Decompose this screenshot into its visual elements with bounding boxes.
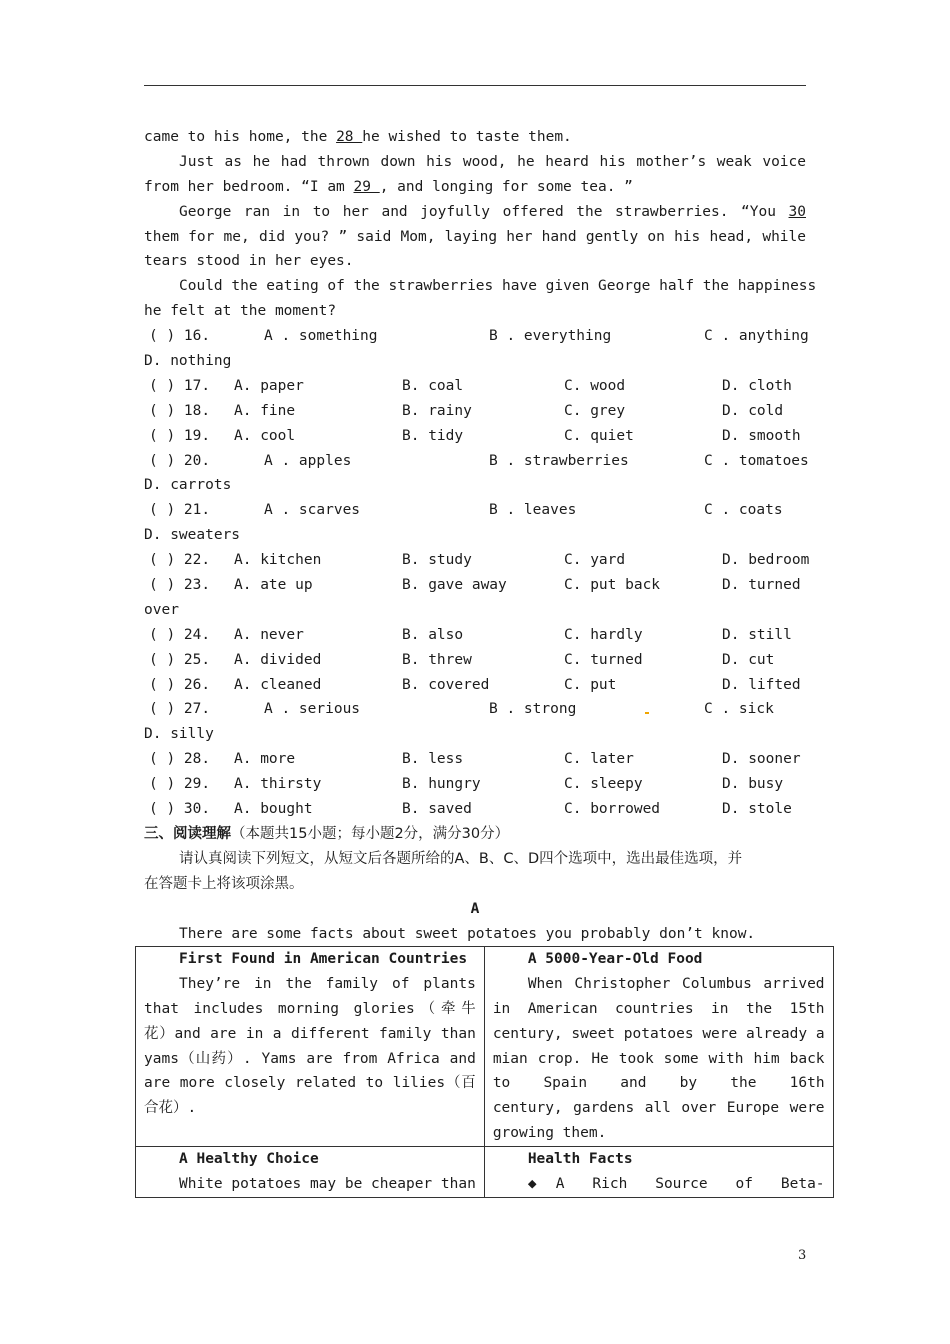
option-c[interactable]: C . anything — [704, 328, 809, 345]
option-b[interactable]: B. covered — [402, 676, 490, 693]
option-b[interactable]: B. rainy — [402, 402, 472, 419]
option-c[interactable]: C. yard — [564, 552, 626, 569]
question-number: ( ) 16. — [149, 328, 211, 345]
option-b[interactable]: B . everything — [489, 328, 612, 345]
option-d[interactable]: D. cut — [722, 651, 775, 668]
passage-line: them for me, did you? ” said Mom, laying her hand gently on his head, while — [144, 228, 806, 245]
option-d[interactable]: D. sooner — [722, 751, 801, 768]
option-a[interactable]: A . something — [264, 328, 378, 345]
option-c[interactable]: C . tomatoes — [704, 452, 809, 469]
option-a[interactable]: A. bought — [234, 801, 313, 818]
cell-line: growing them. — [492, 1125, 607, 1142]
blank-30: 30 — [788, 203, 806, 220]
option-d[interactable]: D. turned — [722, 577, 801, 594]
option-a[interactable]: A. thirsty — [234, 776, 322, 793]
passage-line: came to his home, the 28 he wished to taste them. — [144, 129, 572, 145]
option-a[interactable]: A. never — [234, 626, 304, 643]
question-number: ( ) 19. — [149, 427, 211, 444]
question-row — [144, 498, 806, 523]
question-row — [144, 697, 806, 722]
facts-table — [135, 946, 834, 1198]
question-row — [144, 399, 806, 424]
page-number: 3 — [798, 1248, 807, 1263]
option-d[interactable]: D. sweaters — [144, 527, 241, 544]
cell-body — [144, 972, 476, 1121]
cell-line: mian crop. He took some with him back — [492, 1050, 825, 1067]
option-c[interactable]: C. put back — [564, 577, 661, 594]
option-a[interactable]: A. ate up — [234, 577, 313, 594]
option-b[interactable]: B. gave away — [402, 577, 507, 594]
section-heading: 三、阅读理解（本题共15小题；每小题2分，满分30分） — [144, 825, 510, 842]
question-row-wrap — [144, 349, 806, 374]
question-number: ( ) 28. — [149, 751, 211, 768]
question-row — [144, 772, 806, 797]
cell-line: to Spain and by the 16th — [492, 1075, 825, 1092]
option-c[interactable]: C. sleepy — [564, 776, 643, 793]
option-a[interactable]: A . serious — [264, 701, 361, 718]
question-row-wrap — [144, 722, 806, 747]
option-a[interactable]: A. kitchen — [234, 552, 322, 569]
option-b[interactable]: B. coal — [402, 377, 464, 394]
option-a[interactable]: A. divided — [234, 651, 322, 668]
cell-title: Health Facts — [527, 1151, 633, 1168]
option-c[interactable]: C. borrowed — [564, 801, 661, 818]
option-b[interactable]: B. saved — [402, 801, 472, 818]
cell-line: They’re in the family of plants — [179, 975, 476, 992]
cell-health-facts — [484, 1147, 833, 1198]
question-row — [144, 324, 809, 349]
option-a[interactable]: A . scarves — [264, 502, 361, 519]
passage-intro: There are some facts about sweet potatoes you probably don’t know. — [179, 925, 756, 942]
question-number: ( ) 25. — [149, 651, 211, 668]
question-number: ( ) 18. — [149, 402, 211, 419]
question-row-wrap — [144, 523, 806, 548]
cell-title: First Found in American Countries — [179, 951, 468, 967]
option-d[interactable]: D. carrots — [144, 477, 232, 494]
passage-line: Could the eating of the strawberries have given George half the happiness — [179, 278, 817, 295]
option-d[interactable]: D. nothing — [144, 353, 232, 370]
option-d[interactable]: D. stole — [722, 801, 792, 818]
cell-line: 合花）. — [144, 1100, 197, 1117]
option-b[interactable]: B. less — [402, 751, 464, 768]
option-d[interactable]: D. cold — [722, 402, 784, 419]
question-row — [144, 424, 806, 449]
question-row-wrap — [144, 473, 806, 498]
question-number: ( ) 27. — [149, 701, 211, 718]
cell-line: White potatoes may be cheaper than — [179, 1176, 476, 1193]
option-b[interactable]: B . leaves — [489, 502, 577, 519]
option-a[interactable]: A . apples — [264, 452, 352, 469]
cell-line: ◆A Rich Source of Beta- — [527, 1176, 825, 1193]
passage-line: tears stood in her eyes. — [144, 253, 354, 270]
option-d[interactable]: D. busy — [722, 776, 784, 793]
option-d[interactable]: D. still — [722, 626, 792, 643]
question-number: ( ) 24. — [149, 626, 211, 643]
blank-29: 29 — [353, 178, 380, 195]
document-body — [144, 125, 817, 946]
option-d[interactable]: D. cloth — [722, 377, 792, 394]
question-number: ( ) 22. — [149, 552, 211, 569]
option-b[interactable]: B. also — [402, 626, 464, 643]
option-c[interactable]: C. wood — [564, 377, 626, 394]
question-row — [144, 374, 806, 399]
question-number: ( ) 23. — [149, 577, 211, 594]
option-c[interactable]: C . coats — [704, 502, 783, 519]
cell-first-found — [136, 947, 485, 1147]
cell-line: that includes morning glories（牵牛 — [144, 1000, 476, 1017]
instructions: 在答题卡上将该项涂黑。 — [144, 875, 304, 892]
question-number: ( ) 21. — [149, 502, 211, 519]
question-number: ( ) 30. — [149, 801, 211, 818]
option-a[interactable]: A. cleaned — [234, 676, 322, 693]
passage-line: Just as he had thrown down his wood, he heard his mother’s weak voice — [179, 153, 806, 170]
cell-title: A Healthy Choice — [179, 1151, 319, 1168]
passage-letter: A — [470, 900, 480, 917]
option-b[interactable]: B . strong — [489, 701, 577, 718]
question-row — [144, 673, 806, 698]
option-c[interactable]: C. hardly — [564, 626, 643, 643]
option-c[interactable]: C. later — [564, 751, 634, 768]
cell-line: When Christopher Columbus arrived — [527, 975, 825, 992]
stray-mark — [645, 712, 649, 714]
blank-28: 28 — [336, 129, 363, 145]
cell-line: century, gardens all over Europe were — [492, 1100, 825, 1117]
option-b[interactable]: B. tidy — [402, 427, 464, 444]
question-number: ( ) 17. — [149, 377, 211, 394]
cell-line: are more closely related to lilies（百 — [144, 1075, 476, 1092]
question-row — [144, 747, 806, 772]
question-number: ( ) 29. — [149, 776, 211, 793]
option-c[interactable]: C . sick — [704, 701, 774, 718]
cloze-question-list — [144, 324, 810, 822]
question-row — [144, 449, 809, 474]
question-number: ( ) 26. — [149, 676, 211, 693]
option-d[interactable]: D. smooth — [722, 427, 801, 444]
instructions: 请认真阅读下列短文，从短文后各题所给的A、B、C、D四个选项中，选出最佳选项，并 — [179, 850, 743, 867]
option-b[interactable]: B. hungry — [402, 776, 481, 793]
cell-title: A 5000-Year-Old Food — [527, 951, 703, 967]
question-row-wrap: over — [144, 601, 179, 618]
option-c[interactable]: C. turned — [564, 651, 643, 668]
option-d[interactable]: D. lifted — [722, 676, 801, 693]
option-c[interactable]: C. grey — [564, 402, 626, 419]
question-number: ( ) 20. — [149, 452, 211, 469]
option-b[interactable]: B . strawberries — [489, 452, 629, 469]
passage-line: he felt at the moment? — [144, 303, 337, 320]
question-row — [144, 573, 806, 598]
cell-line: century, sweet potatoes were already a — [492, 1025, 825, 1042]
option-a[interactable]: A. paper — [234, 377, 304, 394]
cell-line: 花）and are in a different family than — [144, 1025, 476, 1042]
option-b[interactable]: B. study — [402, 552, 472, 569]
option-a[interactable]: A. more — [234, 751, 296, 768]
option-c[interactable]: C. quiet — [564, 427, 634, 444]
option-d[interactable]: D. bedroom — [722, 552, 810, 569]
header-rule — [144, 85, 806, 86]
passage-line: George ran in to her and joyfully offered the strawberries. “You 30 — [179, 203, 806, 220]
passage-line: from her bedroom. “I am 29 , and longing for some tea. ” — [144, 178, 633, 195]
question-row — [144, 648, 806, 673]
cell-line: yams（山药）. Yams are from Africa and — [144, 1050, 476, 1067]
question-row — [144, 623, 806, 648]
option-d[interactable]: D. silly — [144, 726, 214, 743]
cell-5000-year — [484, 947, 833, 1147]
question-row — [144, 548, 810, 573]
option-b[interactable]: B. threw — [402, 651, 472, 668]
option-a[interactable]: A. cool — [234, 427, 296, 444]
option-c[interactable]: C. put — [564, 676, 617, 693]
cell-line: in American countries in the 15th — [492, 1000, 825, 1017]
cell-healthy-choice — [136, 1147, 485, 1198]
question-row — [144, 797, 806, 822]
option-a[interactable]: A. fine — [234, 402, 296, 419]
cell-body — [493, 972, 825, 1146]
